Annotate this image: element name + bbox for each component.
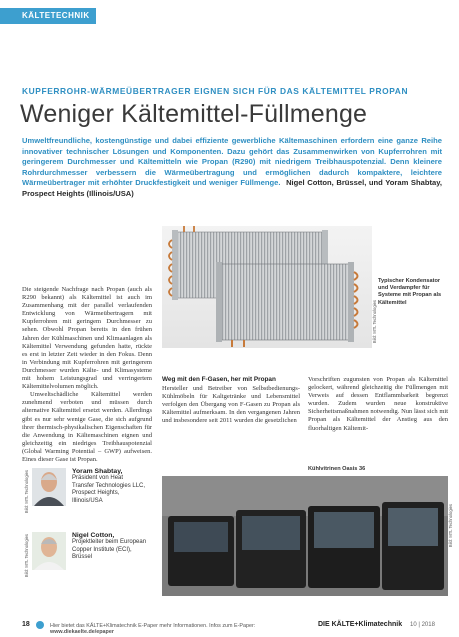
- article-headline: Weniger Kältemittel-Füllmenge: [20, 100, 368, 128]
- photo-credit: Bild: MTL Technologies: [24, 534, 29, 578]
- author-portrait: [32, 532, 66, 570]
- paragraph: Hersteller und Betreiber von Selbstbedienungs-Kühlmöbeln für Kaltgetränke und Lebensmittel verfolgen den Übergang von F-Gasen zu Propan als Kältemittel aufmerksam. In den vergangenen Jahren und insbesondere seit 2011 wurden die gesetzlichen: [162, 385, 300, 425]
- photo-caption: Typischer Kondensator und Verdampfer für Systeme mit Propan als Kältemittel: [378, 278, 442, 306]
- article-kicker: KUPFERROHR-WÄRMEÜBERTRAGER EIGNEN SICH FÜR DAS KÄLTEMITTEL PROPAN: [22, 86, 409, 96]
- issue-number: 10 | 2018: [410, 622, 435, 628]
- epaper-promo: [50, 623, 320, 635]
- bio-line: Illinois/USA: [72, 497, 103, 504]
- bio-line: Präsident von Heat: [72, 475, 124, 482]
- photo-caption: Kühlvitrinen Oasis 36: [308, 466, 366, 472]
- bio-line: Brüssel: [72, 554, 93, 561]
- lead-authors: Nigel Cotton, Brüssel, und Yoram Shabtay, Prospect Heights (Illinois/USA): [22, 178, 442, 198]
- author-name: Nigel Cotton,: [72, 532, 115, 539]
- page-number: 18: [22, 621, 30, 628]
- author-bio-cotton: [22, 530, 158, 594]
- heat-exchanger-illustration: [162, 226, 372, 348]
- author-portrait: [32, 468, 66, 506]
- photo-credit: Bild: MTL Technologies: [24, 470, 29, 514]
- portrait-illustration: [32, 468, 66, 506]
- section-tab: KÄLTETECHNIK: [0, 8, 96, 24]
- paragraph: Die steigende Nachfrage nach Propan (auch als R290 bekannt) als Kältemittel ist auch im Zusammenhang mit der parallel verlaufenden Entwicklung von Wärmeübertragern mit Kupferrohren mit geringem Durchmesser zu sehen. Obwohl Propan bereits in den frühen Jahren der Kühlmaschinen und Klimaanlagen als Kältemittel Verwendung gefunden hatte, rückte es erst in letzter Zeit wieder in den Fokus. Denn in Verbindung mit Kupferrohren mit geringerem Durchmesser wurden Kälte- und Klimasysteme mit hohem Leistungsgrad und verringertem Kältemittelvolumen möglich.: [22, 286, 152, 391]
- text-column-2: [162, 376, 300, 426]
- bio-line: Copper Institute (ECI),: [72, 546, 132, 553]
- subheading: Weg mit den F-Gasen, her mit Propan: [162, 376, 276, 383]
- promo-text: Hier bietet das KÄLTE+Klimatechnik E-Paper mehr Informationen. Infos zum E-Paper:: [50, 623, 256, 629]
- magazine-brand: DIE KÄLTE+Klimatechnik: [318, 621, 403, 628]
- promo-link[interactable]: www.diekaelte.de/epaper: [50, 629, 114, 635]
- bio-line: Transfer Technologies LLC,: [72, 482, 146, 489]
- bio-line: Projektleiter beim European: [72, 539, 147, 546]
- bio-line: Prospect Heights,: [72, 490, 120, 497]
- display-fridges-photo: [162, 476, 448, 596]
- paragraph: Vorschriften zugunsten von Propan als Kältemittel gelockert, während gleichzeitig die Füllmengen mit Verweis auf dessen Entflammbarkeit begrenzt wurden. Zudem wurden neue konstruktive Sicherheitsmaßnahmen notwendig. Nun lässt sich mit Propan als Kältemittel der Anstieg aus den fluorhaltigen Kältemit-: [308, 376, 448, 432]
- author-name: Yoram Shabtay,: [72, 468, 123, 475]
- heat-exchanger-photo: [162, 226, 372, 348]
- text-column-3: [308, 376, 448, 433]
- fridges-illustration: [162, 476, 448, 596]
- photo-credit: Bild: MTL Technologies: [448, 504, 453, 548]
- article-lead: [22, 136, 442, 200]
- lead-text: Umweltfreundliche, kostengünstige und dabei effiziente gewerbliche Kältemaschinen erfordern eine ganze Reihe innovativer technischer Lösungen und Komponenten. Dazu gehört das Zusammenwirken von Kupferrohren mit geringerem Durchmesser und Kältemitteln wie Propan (R290) mit niedrigem Treibhauspotenzial. Denn kleinere Rohrdurchmesser verbessern die Wärmeübertragung und ermöglichen dadurch kompaktere, leichtere Wärmeübertrager mit erhöhter Druckfestigkeit und weniger Füllmenge.: [22, 136, 442, 188]
- photo-credit: Bild: MTL Technologies: [372, 300, 377, 344]
- bio-text: [72, 532, 158, 562]
- epaper-icon: [36, 621, 44, 629]
- text-column-1: [22, 286, 152, 464]
- bio-text: [72, 468, 158, 505]
- portrait-illustration: [32, 532, 66, 570]
- author-bio-shabtay: [22, 466, 158, 530]
- paragraph: Umweltschädliche Kältemittel werden zunehmend verboten und müssen durch alternative Kältemittel ersetzt werden. Allerdings gibt es nur sehr wenige Gase, die sich aufgrund ihrer thermisch-physikalischen Eigenschaften für die Anwendung in Kältemaschinen eignen und gleichzeitig ein niedriges Treibhauspotenzial (Global Warming Potential – GWP) aufweisen. Eines dieser Gase ist Propan.: [22, 391, 152, 463]
- page-footer: [0, 618, 459, 634]
